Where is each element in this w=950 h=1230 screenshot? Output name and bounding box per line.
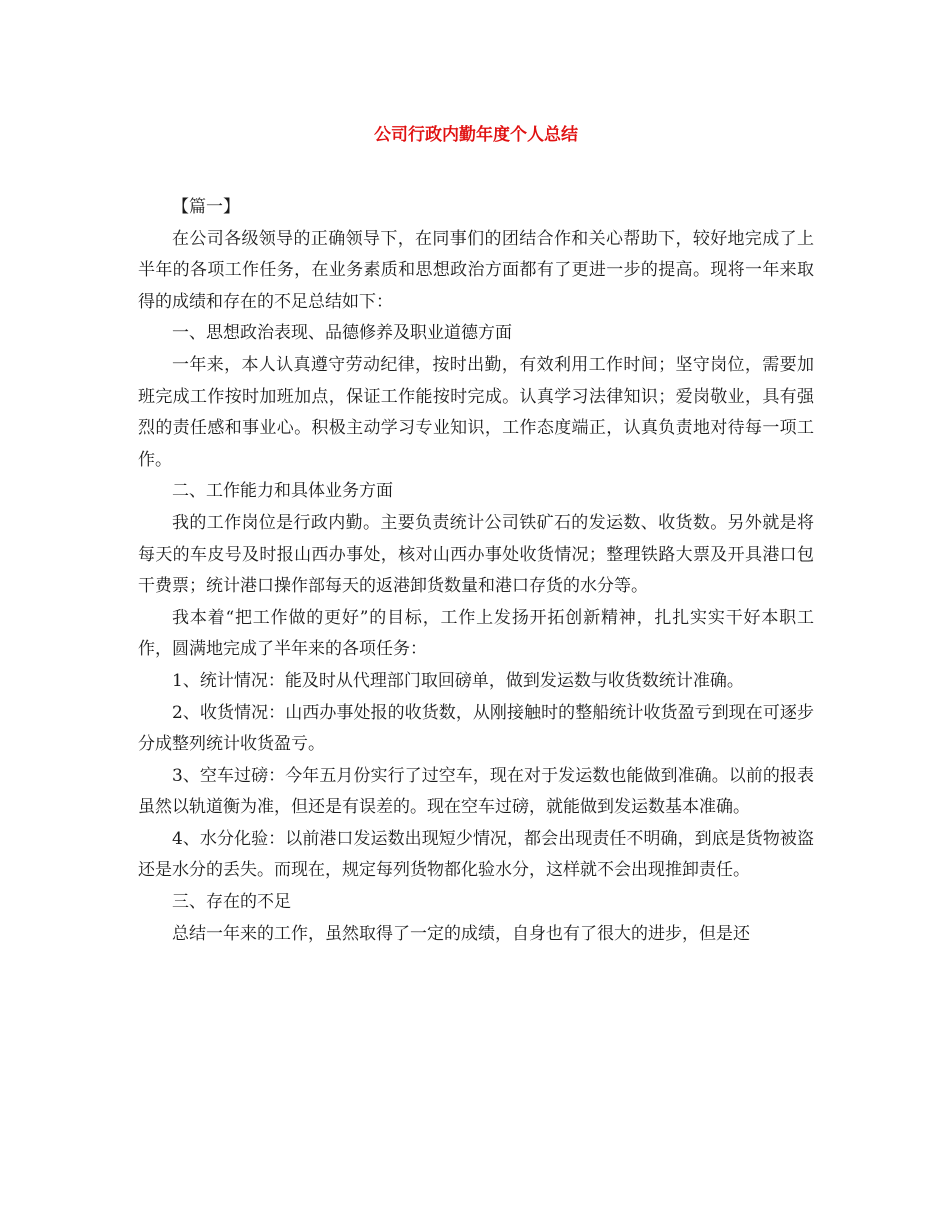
section-heading-part-one: 【篇一】 (172, 197, 240, 217)
section-heading-2: 二、工作能力和具体业务方面 (172, 481, 393, 502)
list-item: 3、空车过磅：今年五月份实行了过空车，现在对于发运数也能做到准确。以前的报表虽然以轨道衡为准，但还是有误差的。现在空车过磅，就能做到发运数基本准确。 (138, 765, 814, 818)
body-paragraph: 一年来，本人认真遵守劳动纪律，按时出勤，有效利用工作时间；坚守岗位，需要加班完成工作按时加班加点，保证工作能按时完成。认真学习法律知识；爱岗敬业，具有强烈的责任感和事业心。积极主动学习专业知识，工作态度端正，认真负责地对待每一项工作。 (138, 354, 814, 470)
section-heading-3: 三、存在的不足 (172, 892, 291, 913)
document-body (138, 192, 814, 950)
body-paragraph: 我本着“把工作做的更好”的目标，工作上发扬开拓创新精神，扎扎实实干好本职工作，圆满地完成了半年来的各项任务： (138, 607, 814, 660)
body-paragraph: 总结一年来的工作，虽然取得了一定的成绩，自身也有了很大的进步，但是还 (172, 923, 750, 944)
section-heading-1: 一、思想政治表现、品德修养及职业道德方面 (172, 323, 512, 344)
body-paragraph: 我的工作岗位是行政内勤。主要负责统计公司铁矿石的发运数、收货数。另外就是将每天的车皮号及时报山西办事处，核对山西办事处收货情况；整理铁路大票及开具港口包干费票；统计港口操作部每天的返港卸货数量和港口存货的水分等。 (138, 512, 814, 597)
list-item: 4、水分化验：以前港口发运数出现短少情况，都会出现责任不明确，到底是货物被盗还是水分的丢失。而现在，规定每列货物都化验水分，这样就不会出现推卸责任。 (138, 828, 814, 881)
list-item: 1、统计情况：能及时从代理部门取回磅单，做到发运数与收货数统计准确。 (172, 670, 744, 691)
intro-paragraph: 在公司各级领导的正确领导下，在同事们的团结合作和关心帮助下，较好地完成了上半年的各项工作任务，在业务素质和思想政治方面都有了更进一步的提高。现将一年来取得的成绩和存在的不足总结如下： (138, 228, 814, 312)
list-item: 2、收货情况：山西办事处报的收货数，从刚接触时的整船统计收货盈亏到现在可逐步分成整列统计收货盈亏。 (138, 702, 814, 755)
document-title: 公司行政内勤年度个人总结 (374, 125, 578, 145)
